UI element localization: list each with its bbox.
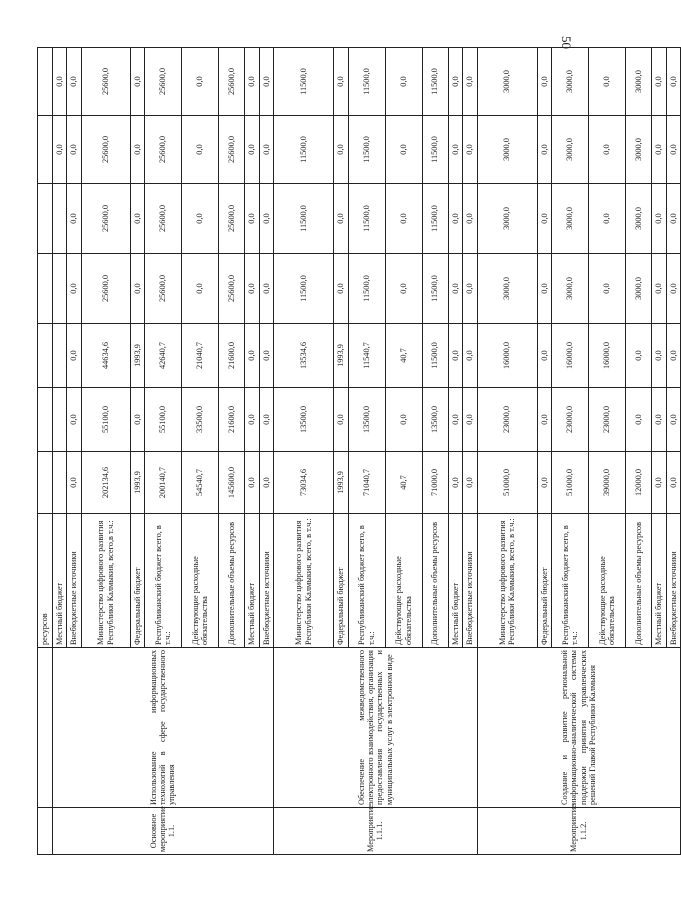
- funding-source: Действующие расходные обязательства: [589, 514, 626, 648]
- measure-code: Мероприятие 1.1.1.: [274, 808, 478, 855]
- value-cell: 202134,6: [81, 452, 130, 514]
- value-cell: 0,0: [463, 116, 478, 184]
- value-cell: 0,0: [537, 48, 552, 116]
- empty-cell: [38, 48, 53, 116]
- value-cell: 3000,0: [626, 184, 652, 254]
- value-cell: 0,0: [448, 48, 463, 116]
- empty-cell: [38, 254, 53, 324]
- value-cell: [52, 324, 67, 388]
- value-cell: 23000,0: [589, 388, 626, 452]
- value-cell: 11500,0: [274, 48, 334, 116]
- funding-source: Действующие расходные обязательства: [385, 514, 422, 648]
- value-cell: 11500,0: [274, 184, 334, 254]
- value-cell: 12000,0: [626, 452, 652, 514]
- value-cell: 25600,0: [219, 254, 245, 324]
- funding-source: Республиканский бюджет всего, в т.ч.:: [145, 514, 182, 648]
- budget-table: [37, 47, 681, 855]
- value-cell: 0,0: [259, 324, 274, 388]
- value-cell: 16000,0: [552, 324, 589, 388]
- value-cell: 0,0: [130, 48, 145, 116]
- funding-source: Министерство цифрового развития Республики Калмыкия, всего, в т.ч.:: [477, 514, 537, 648]
- value-cell: 11500,0: [274, 254, 334, 324]
- value-cell: 11500,0: [348, 184, 385, 254]
- value-cell: 0,0: [130, 388, 145, 452]
- value-cell: 25600,0: [219, 116, 245, 184]
- value-cell: 25600,0: [81, 48, 130, 116]
- value-cell: 0,0: [67, 452, 82, 514]
- value-cell: 0,0: [537, 116, 552, 184]
- value-cell: 51000,0: [552, 452, 589, 514]
- value-cell: 55100,0: [145, 388, 182, 452]
- value-cell: 200140,7: [145, 452, 182, 514]
- empty-cell: [38, 452, 53, 514]
- funding-source: Местный бюджет: [652, 514, 667, 648]
- funding-source: Федеральный бюджет: [537, 514, 552, 648]
- value-cell: 0,0: [666, 388, 681, 452]
- value-cell: 0,0: [589, 48, 626, 116]
- value-cell: 3000,0: [477, 48, 537, 116]
- value-cell: 0,0: [463, 324, 478, 388]
- value-cell: 0,0: [52, 48, 67, 116]
- value-cell: 1993,9: [334, 452, 349, 514]
- value-cell: 0,0: [666, 116, 681, 184]
- value-cell: 3000,0: [477, 254, 537, 324]
- funding-source: Внебюджетные источники: [259, 514, 274, 648]
- value-cell: 0,0: [334, 388, 349, 452]
- value-cell: 0,0: [130, 254, 145, 324]
- value-cell: 0,0: [537, 452, 552, 514]
- value-cell: 0,0: [385, 388, 422, 452]
- value-cell: 1993,9: [130, 324, 145, 388]
- value-cell: 0,0: [182, 184, 219, 254]
- rotated-page: [37, 48, 678, 855]
- funding-source: Внебюджетные источники: [666, 514, 681, 648]
- value-cell: 21600,0: [219, 388, 245, 452]
- value-cell: 0,0: [182, 48, 219, 116]
- funding-source: Федеральный бюджет: [130, 514, 145, 648]
- value-cell: 25600,0: [81, 254, 130, 324]
- value-cell: 3000,0: [477, 116, 537, 184]
- value-cell: 0,0: [245, 254, 260, 324]
- value-cell: 33500,0: [182, 388, 219, 452]
- funding-source: Федеральный бюджет: [334, 514, 349, 648]
- value-cell: 0,0: [67, 184, 82, 254]
- value-cell: 25600,0: [145, 116, 182, 184]
- value-cell: 0,0: [537, 324, 552, 388]
- value-cell: 0,0: [666, 324, 681, 388]
- value-cell: 3000,0: [626, 48, 652, 116]
- value-cell: 0,0: [182, 254, 219, 324]
- value-cell: 3000,0: [552, 116, 589, 184]
- value-cell: 0,0: [589, 116, 626, 184]
- value-cell: 11500,0: [348, 254, 385, 324]
- value-cell: 0,0: [259, 254, 274, 324]
- value-cell: 51000,0: [477, 452, 537, 514]
- value-cell: 39000,0: [589, 452, 626, 514]
- funding-source: Дополнительные объемы ресурсов: [626, 514, 652, 648]
- value-cell: 3000,0: [626, 254, 652, 324]
- value-cell: 0,0: [652, 116, 667, 184]
- value-cell: 0,0: [259, 48, 274, 116]
- value-cell: 40,7: [385, 324, 422, 388]
- value-cell: 0,0: [385, 254, 422, 324]
- value-cell: 0,0: [652, 254, 667, 324]
- measure-title: Обеспечение межведомственного электронного взаимодействия, организация предоставления государственных и муниципальных услуг в электронном виде: [274, 648, 478, 808]
- funding-source: Местный бюджет: [448, 514, 463, 648]
- value-cell: 0,0: [245, 324, 260, 388]
- value-cell: 0,0: [334, 48, 349, 116]
- value-cell: 0,0: [448, 254, 463, 324]
- value-cell: 0,0: [67, 388, 82, 452]
- value-cell: 0,0: [67, 48, 82, 116]
- value-cell: 40,7: [385, 452, 422, 514]
- value-cell: 11500,0: [422, 324, 448, 388]
- empty-cell: [38, 648, 53, 808]
- table-row: [274, 48, 334, 855]
- value-cell: 0,0: [666, 452, 681, 514]
- measure-title: Использование информационных технологий в сфере государственного управления: [52, 648, 274, 808]
- value-cell: 13500,0: [422, 388, 448, 452]
- funding-source: Дополнительные объемы ресурсов: [422, 514, 448, 648]
- value-cell: 0,0: [448, 116, 463, 184]
- empty-cell: [38, 184, 53, 254]
- value-cell: 23000,0: [552, 388, 589, 452]
- measure-code: Основное мероприятие 1.1.: [52, 808, 274, 855]
- value-cell: 3000,0: [552, 48, 589, 116]
- measure-code: Мероприятие 1.1.2.: [477, 808, 681, 855]
- value-cell: 0,0: [334, 116, 349, 184]
- value-cell: 0,0: [652, 452, 667, 514]
- value-cell: 0,0: [245, 452, 260, 514]
- value-cell: 145600,0: [219, 452, 245, 514]
- empty-cell: [38, 388, 53, 452]
- value-cell: 0,0: [52, 116, 67, 184]
- measure-title: Создание и развитие региональной информационно-аналитической системы поддержки принятия управленческих решений Главой Республики Калмыкия: [477, 648, 681, 808]
- value-cell: 0,0: [463, 388, 478, 452]
- value-cell: 11500,0: [348, 116, 385, 184]
- value-cell: 0,0: [334, 184, 349, 254]
- value-cell: 0,0: [448, 388, 463, 452]
- value-cell: 0,0: [259, 452, 274, 514]
- value-cell: 54540,7: [182, 452, 219, 514]
- value-cell: 0,0: [67, 324, 82, 388]
- value-cell: 0,0: [130, 184, 145, 254]
- value-cell: 11500,0: [422, 116, 448, 184]
- value-cell: 0,0: [589, 184, 626, 254]
- value-cell: 0,0: [537, 388, 552, 452]
- value-cell: 0,0: [589, 254, 626, 324]
- funding-source: Местный бюджет: [52, 514, 67, 648]
- value-cell: 11500,0: [422, 48, 448, 116]
- value-cell: 0,0: [463, 48, 478, 116]
- value-cell: 0,0: [67, 254, 82, 324]
- value-cell: 0,0: [448, 324, 463, 388]
- value-cell: 0,0: [463, 452, 478, 514]
- value-cell: 0,0: [626, 324, 652, 388]
- value-cell: 0,0: [666, 254, 681, 324]
- value-cell: 71040,7: [348, 452, 385, 514]
- table-row: [52, 48, 67, 855]
- funding-source: Дополнительные объемы ресурсов: [219, 514, 245, 648]
- funding-source: Местный бюджет: [245, 514, 260, 648]
- funding-source: Республиканский бюджет всего, в т.ч.:: [552, 514, 589, 648]
- funding-source: Действующие расходные обязательства: [182, 514, 219, 648]
- value-cell: 23000,0: [477, 388, 537, 452]
- value-cell: 0,0: [448, 452, 463, 514]
- value-cell: 16000,0: [477, 324, 537, 388]
- value-cell: [52, 388, 67, 452]
- value-cell: 0,0: [385, 48, 422, 116]
- table-row: [477, 48, 537, 855]
- value-cell: 0,0: [245, 388, 260, 452]
- value-cell: 25600,0: [81, 184, 130, 254]
- value-cell: 11500,0: [422, 254, 448, 324]
- value-cell: 25600,0: [219, 184, 245, 254]
- value-cell: 55100,0: [81, 388, 130, 452]
- funding-source: Министерство цифрового развития Республики Калмыкия, всего, в т.ч.:: [274, 514, 334, 648]
- value-cell: 44634,6: [81, 324, 130, 388]
- value-cell: 0,0: [652, 184, 667, 254]
- value-cell: 13500,0: [274, 388, 334, 452]
- empty-cell: [38, 808, 53, 855]
- value-cell: 21600,0: [219, 324, 245, 388]
- value-cell: 25600,0: [81, 116, 130, 184]
- value-cell: 25600,0: [145, 254, 182, 324]
- value-cell: 1993,9: [130, 452, 145, 514]
- value-cell: 3000,0: [552, 254, 589, 324]
- value-cell: 0,0: [626, 388, 652, 452]
- value-cell: 0,0: [537, 184, 552, 254]
- value-cell: 3000,0: [477, 184, 537, 254]
- value-cell: 11500,0: [422, 184, 448, 254]
- funding-source: Министерство цифрового развития Республики Калмыкия, всего,в т.ч.:: [81, 514, 130, 648]
- table-row: [38, 48, 53, 855]
- value-cell: 0,0: [182, 116, 219, 184]
- value-cell: 0,0: [245, 184, 260, 254]
- value-cell: 0,0: [666, 184, 681, 254]
- value-cell: 1993,9: [334, 324, 349, 388]
- value-cell: 0,0: [448, 184, 463, 254]
- value-cell: 42640,7: [145, 324, 182, 388]
- value-cell: 0,0: [245, 48, 260, 116]
- value-cell: 3000,0: [552, 184, 589, 254]
- funding-source: Внебюджетные источники: [67, 514, 82, 648]
- value-cell: 0,0: [67, 116, 82, 184]
- page-number: 50: [559, 36, 574, 49]
- value-cell: 25600,0: [219, 48, 245, 116]
- value-cell: 0,0: [259, 116, 274, 184]
- value-cell: 0,0: [245, 116, 260, 184]
- value-cell: [52, 452, 67, 514]
- value-cell: [52, 184, 67, 254]
- value-cell: 0,0: [385, 116, 422, 184]
- value-cell: 0,0: [652, 388, 667, 452]
- empty-cell: [38, 324, 53, 388]
- value-cell: 0,0: [385, 184, 422, 254]
- budget-table-body: [38, 48, 681, 855]
- header-fragment: ресурсов: [38, 514, 53, 648]
- funding-source: Внебюджетные источники: [463, 514, 478, 648]
- value-cell: 0,0: [463, 254, 478, 324]
- value-cell: 0,0: [259, 388, 274, 452]
- value-cell: 0,0: [652, 324, 667, 388]
- funding-source: Республиканский бюджет всего, в т.ч.:: [348, 514, 385, 648]
- value-cell: 25600,0: [145, 48, 182, 116]
- value-cell: 0,0: [130, 116, 145, 184]
- value-cell: 0,0: [334, 254, 349, 324]
- value-cell: 11500,0: [274, 116, 334, 184]
- value-cell: 13534,6: [274, 324, 334, 388]
- value-cell: 0,0: [463, 184, 478, 254]
- value-cell: 0,0: [652, 48, 667, 116]
- empty-cell: [38, 116, 53, 184]
- value-cell: [52, 254, 67, 324]
- value-cell: 16000,0: [589, 324, 626, 388]
- value-cell: 13500,0: [348, 388, 385, 452]
- value-cell: 11500,0: [348, 48, 385, 116]
- value-cell: 0,0: [259, 184, 274, 254]
- value-cell: 0,0: [537, 254, 552, 324]
- value-cell: 71000,0: [422, 452, 448, 514]
- value-cell: 25600,0: [145, 184, 182, 254]
- value-cell: 21040,7: [182, 324, 219, 388]
- value-cell: 0,0: [666, 48, 681, 116]
- value-cell: 3000,0: [626, 116, 652, 184]
- value-cell: 11540,7: [348, 324, 385, 388]
- value-cell: 73034,6: [274, 452, 334, 514]
